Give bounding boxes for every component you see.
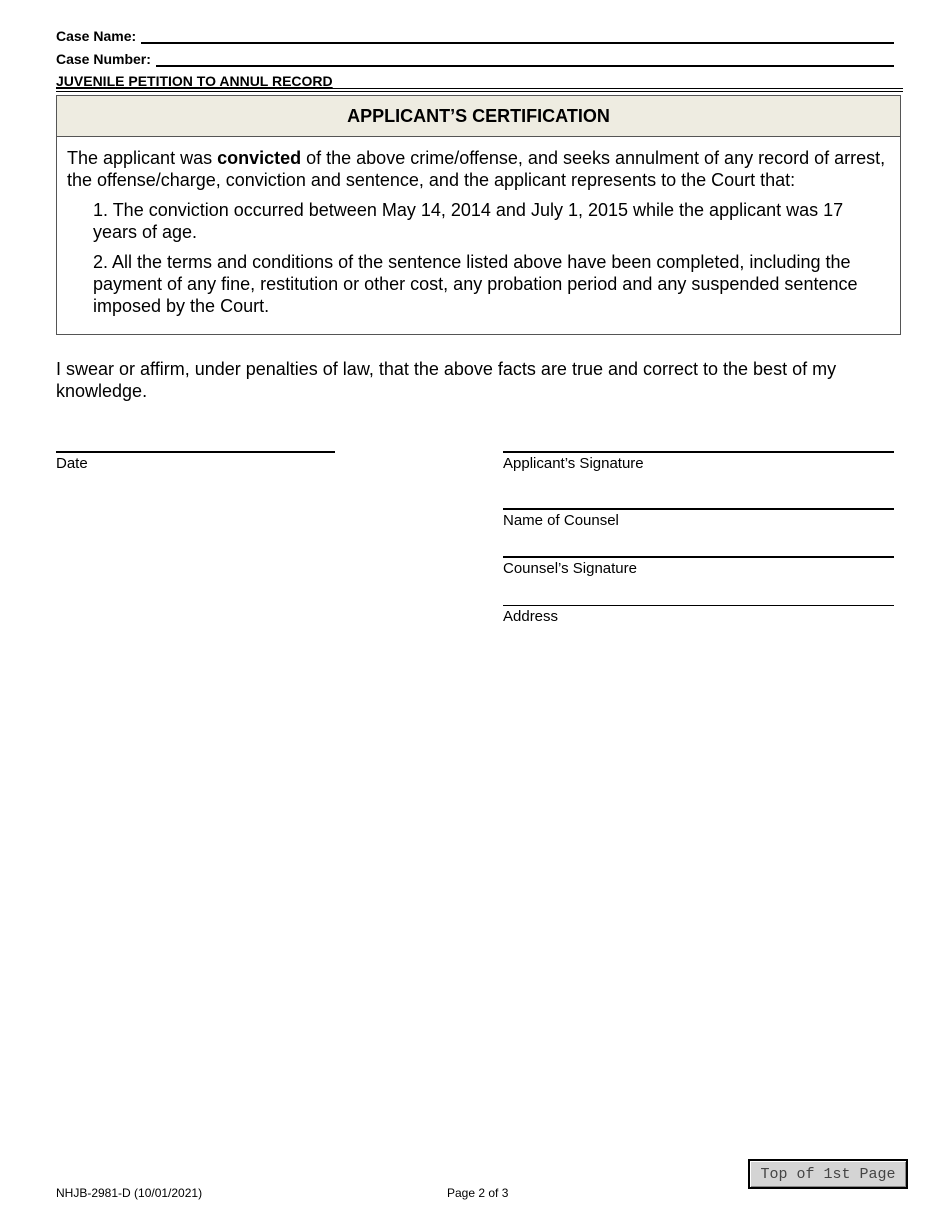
top-of-first-page-button[interactable]: Top of 1st Page: [748, 1159, 908, 1189]
counsel-signature-field[interactable]: [503, 556, 894, 558]
counsel-name-label: Name of Counsel: [503, 512, 619, 529]
form-title-row: [56, 73, 894, 89]
applicant-signature-label: Applicant’s Signature: [503, 455, 644, 472]
case-name-label: Case Name:: [56, 28, 137, 44]
applicant-signature-field[interactable]: [503, 451, 894, 453]
form-title: JUVENILE PETITION TO ANNUL RECORD: [56, 73, 333, 89]
case-number-field[interactable]: [156, 51, 894, 67]
case-number-row: [56, 51, 894, 67]
applicant-signature-block: [503, 451, 894, 472]
intro-text-start: The applicant was: [67, 148, 218, 168]
date-field[interactable]: [56, 451, 335, 453]
counsel-name-block: [503, 508, 894, 529]
certification-heading: APPLICANT’S CERTIFICATION: [57, 96, 900, 137]
case-name-field[interactable]: [141, 28, 894, 44]
certification-box: [56, 95, 901, 335]
header-divider-secondary: [56, 91, 903, 92]
counsel-signature-label: Counsel’s Signature: [503, 560, 637, 577]
certification-item-2: 2. All the terms and conditions of the sentence listed above have been completed, including the payment of any fine, restitution or other cost, any probation period and any suspended sentence imposed by the Court.: [93, 252, 858, 316]
certification-body: [57, 137, 900, 317]
case-number-label: Case Number:: [56, 51, 151, 67]
date-label: Date: [56, 455, 88, 472]
case-name-row: [56, 28, 894, 44]
certification-intro: [67, 147, 890, 191]
header-divider: [56, 88, 903, 89]
intro-bold-word: convicted: [217, 148, 302, 168]
intro-text-end: of the above crime/offense, and seeks annulment of any record of arrest, the offense/charge, conviction and sentence, and the applicant represents to the Court that:: [67, 148, 886, 190]
form-id: NHJB-2981-D (10/01/2021): [56, 1186, 203, 1200]
date-signature-block: [56, 451, 335, 472]
certification-item-1: 1. The conviction occurred between May 14, 2014 and July 1, 2015 while the applicant was 17 years of age.: [93, 200, 844, 242]
address-label: Address: [503, 608, 559, 625]
counsel-signature-block: [503, 556, 894, 577]
counsel-name-field[interactable]: [503, 508, 894, 510]
address-block: [503, 605, 894, 625]
oath-statement: I swear or affirm, under penalties of law, that the above facts are true and correct to the best of my knowledge.: [56, 359, 837, 401]
address-field[interactable]: [503, 605, 894, 606]
page-number: Page 2 of 3: [447, 1186, 509, 1200]
